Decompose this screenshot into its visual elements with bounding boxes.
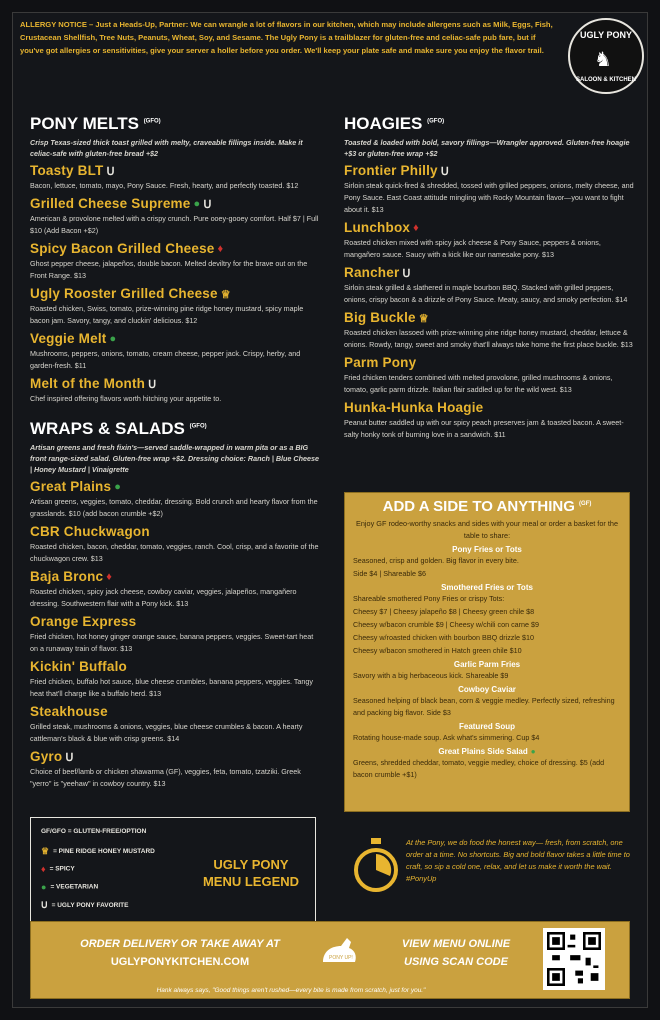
menu-item	[30, 749, 320, 790]
right-column	[344, 114, 634, 441]
stopwatch-icon	[352, 836, 400, 894]
item-desc: Roasted chicken, spicy jack cheese, cowboy caviar, veggies, jalapeños, mangañero dressing. Southwestern flair with a Pony kick. $13	[30, 587, 297, 608]
item-name: Ugly Rooster Grilled Cheese	[30, 286, 218, 301]
item-name: Veggie Melt	[30, 331, 107, 346]
menu-item	[30, 479, 320, 520]
item-name: Toasty BLT	[30, 163, 104, 178]
horseshoe-icon: Ս	[41, 900, 48, 910]
menu-item	[30, 659, 320, 700]
website-link[interactable]: UGLYPONYKITCHEN.COM	[110, 956, 250, 968]
side-heading: Cowboy Caviar	[458, 685, 516, 694]
item-desc: Roasted chicken mixed with spicy jack cheese & Pony Sauce, peppers & onions, mangañero sauce. Saucy with a kick like our namesake pony. $13	[344, 238, 601, 259]
legend-fav: Ս = UGLY PONY FAVORITE	[41, 900, 129, 910]
vegetarian-leaf-icon: ●	[41, 882, 47, 892]
allergy-notice: ALLERGY NOTICE – Just a Heads-Up, Partner: We can wrangle a lot of flavors in our kitchen, which may include allergens such as Milk, Eggs, Fish, Crustacean Shellfish, Tree Nuts, Peanuts, Wheat, Soy, and Sesame. The Ugly Pony is a trailblazer for gluten-free and celiac-safe pub fare, but if you've got allergies or sensitivities, give your server a holler before you order. We'll keep your plate safe and make sure you enjoy the flavor trail.	[20, 20, 553, 55]
menu-item	[344, 310, 634, 351]
legend-trophy: ♕ = PINE RIDGE HONEY MUSTARD	[41, 846, 155, 856]
legend-spicy: ♦ = SPICY	[41, 864, 75, 874]
pony-up-text: PONY UP!	[329, 955, 353, 961]
order-text: ORDER DELIVERY OR TAKE AWAY AT	[80, 938, 280, 950]
item-name: Spicy Bacon Grilled Cheese	[30, 241, 215, 256]
side-line: Shareable smothered Pony Fries or crispy Tots:	[353, 594, 505, 603]
ugly-pony-logo	[568, 18, 644, 94]
chili-pepper-icon: ♦	[413, 222, 419, 235]
scan-code-text: USING SCAN CODE	[404, 956, 508, 968]
section-desc-hoagies: Toasted & loaded with bold, savory fillings—Wrangler approved. Gluten-free hoagie +$3 or gluten-free wrap +$2	[344, 138, 630, 158]
menu-item	[344, 163, 634, 216]
horseshoe-icon: Ս	[148, 378, 157, 391]
item-desc: Roasted chicken, Swiss, tomato, prize-winning pine ridge honey mustard, spicy maple bacon jam. Savory, tangy, and cluckin' delicious. $12	[30, 304, 304, 325]
section-title-pony-melts: PONY MELTS $^{(GFO)}$	[30, 114, 161, 133]
item-name: Parm Pony	[344, 355, 417, 370]
item-name: Gyro	[30, 749, 63, 764]
legend-veg: ● = VEGETARIAN	[41, 882, 99, 892]
section-desc-pony-melts: Crisp Texas-sized thick toast grilled with melty, craveable fillings inside. Make it celiac-safe with gluten-free bread +$2	[30, 138, 303, 158]
side-heading: Smothered Fries or Tots	[441, 583, 533, 592]
side-line: Side $4 | Shareable $6	[353, 569, 426, 578]
side-heading: Featured Soup	[458, 722, 515, 731]
item-name: Grilled Cheese Supreme	[30, 196, 191, 211]
item-name: Frontier Philly	[344, 163, 438, 178]
item-desc: Grilled steak, mushrooms & onions, veggies, blue cheese crumbles & bacon. A hearty cattleman's black & blue with crisp greens. $14	[30, 722, 303, 743]
menu-legend	[30, 817, 316, 931]
item-desc: Sirloin steak quick-fired & shredded, tossed with grilled peppers, onions, melty cheese, and Pony Sauce. East Coast attitude mingling with Rocky Mountain flavor—you want to fight about it. $13	[344, 181, 634, 214]
qr-code[interactable]	[543, 928, 605, 990]
hank-quote: Hank always says, "Good things aren't rushed—every bite is made from scratch, just for you."	[156, 987, 426, 994]
item-desc: Ghost pepper cheese, jalapeños, double bacon. Melted deviltry for the brave out on the Front Range. $13	[30, 259, 308, 280]
side-line: Savory with a big herbaceous kick. Shareable $9	[353, 671, 509, 680]
pony-note: At the Pony, we do food the honest way— fresh, from scratch, one order at a time. No shortcuts. Big and bold flavor takes a little time to craft, so sip a cold one, relax, and let us make it worth the wait. #PonyUp	[406, 838, 630, 883]
item-desc: Mushrooms, peppers, onions, tomato, cream cheese, pepper jack. Crispy, herby, and garden-fresh. $11	[30, 349, 301, 370]
item-desc: Peanut butter saddled up with our spicy peach preserves jam & toasted bacon. A sweet-salty honky tonk of burning love in a sandwich. $11	[344, 418, 624, 439]
item-desc: Bacon, lettuce, tomato, mayo, Pony Sauce. Fresh, hearty, and perfectly toasted. $12	[30, 181, 299, 190]
vegetarian-leaf-icon: ●	[109, 333, 117, 346]
vegetarian-leaf-icon: ●	[530, 747, 536, 757]
item-desc: Fried chicken, buffalo hot sauce, blue cheese crumbles, banana peppers, veggies. Tangy heat that'll charge like a buffalo herd. $13	[30, 677, 314, 698]
menu-item	[30, 286, 320, 327]
item-desc: Roasted chicken lassoed with prize-winning pine ridge honey mustard, cheddar, lettuce & onions. Rowdy, tangy, sweet and smoky that'll always take home the first place buckle. $13	[344, 328, 633, 349]
item-desc: American & provolone melted with a crispy crunch. Pure ooey-gooey comfort. Half $7 | Full $10 (Add Bacon +$2)	[30, 214, 319, 235]
item-name: Kickin' Buffalo	[30, 659, 127, 674]
menu-item	[30, 331, 320, 372]
horseshoe-icon: Ս	[106, 165, 115, 178]
item-name: Orange Express	[30, 614, 137, 629]
item-desc: Chef inspired offering flavors worth hitching your appetite to.	[30, 394, 222, 403]
side-heading: Garlic Parm Fries	[453, 660, 521, 669]
side-line: Seasoned, crisp and golden. Big flavor in every bite.	[353, 556, 519, 565]
vegetarian-leaf-icon: ●	[114, 481, 122, 494]
item-desc: Sirloin steak grilled & slathered in maple bourbon BBQ. Stacked with grilled peppers, onions, crispy bacon & a drizzle of Pony Sauce. Meaty, saucy, and smoky perfection. $14	[344, 283, 628, 304]
logo-top-text: UGLY PONY	[579, 30, 633, 40]
item-name: Baja Bronc	[30, 569, 104, 584]
sides-box	[344, 492, 630, 812]
side-line: Greens, shredded cheddar, tomato, veggie medley, choice of dressing. $5 (add bacon crumble +$1)	[353, 758, 605, 780]
horseshoe-icon: Ս	[203, 198, 212, 211]
pony-up-icon	[317, 932, 361, 972]
trophy-icon: ♕	[41, 846, 50, 856]
horseshoe-icon: Ս	[440, 165, 450, 178]
menu-item	[30, 196, 320, 237]
side-line: Cheesy w/bacon crumble $9 | Cheesy w/chili con carne $9	[353, 620, 540, 629]
item-name: CBR Chuckwagon	[30, 524, 150, 539]
sides-title: ADD A SIDE TO ANYTHING $^{(GF)}$	[382, 498, 592, 515]
horseshoe-icon: Ս	[65, 751, 74, 764]
side-line: Seasoned helping of black bean, corn & veggie medley. Perfectly sized, refreshing and packing big flavor. Side $3	[353, 696, 615, 717]
trophy-icon: ♕	[418, 312, 429, 325]
side-line: Cheesy w/roasted chicken with bourbon BBQ drizzle $10	[353, 633, 534, 642]
section-title-wraps: WRAPS & SALADS $^{(GFO)}$	[30, 419, 207, 438]
menu-item	[30, 614, 320, 655]
menu-item	[30, 241, 320, 282]
menu-item	[344, 220, 634, 261]
horseshoe-icon: Ս	[402, 267, 411, 280]
section-desc-wraps: Artisan greens and fresh fixin's—served saddle-wrapped in warm pita or as a BIG front range-sized salad. Gluten-free wrap +$2. Dressing choice: Ranch | Blue Cheese | Honey Mustard | Vinaigrette	[30, 443, 319, 474]
menu-item	[344, 400, 634, 441]
menu-item	[30, 704, 320, 745]
trophy-icon: ♕	[220, 288, 231, 301]
menu-item	[30, 163, 320, 192]
vegetarian-leaf-icon: ●	[193, 198, 201, 211]
menu-item	[30, 569, 320, 610]
sides-intro: Enjoy GF rodeo-worthy snacks and sides with your meal or order a basket for the table to share:	[356, 519, 618, 540]
side-line: Rotating house-made soup. Ask what's simmering. Cup $4	[353, 733, 540, 742]
item-name: Rancher	[344, 265, 400, 280]
item-name: Melt of the Month	[30, 376, 146, 391]
chili-pepper-icon: ♦	[106, 571, 113, 584]
footer-banner	[30, 921, 630, 999]
menu-item	[344, 355, 634, 396]
item-name: Lunchbox	[344, 220, 411, 235]
side-heading: Great Plains Side Salad ●	[438, 747, 536, 757]
legend-gf: GF/GFO = GLUTEN-FREE/OPTION	[41, 828, 147, 835]
left-column	[30, 114, 320, 790]
item-name: Steakhouse	[30, 704, 108, 719]
logo-bottom-text: SALOON & KITCHEN	[576, 77, 636, 83]
side-line: Cheesy $7 | Cheesy jalapeño $8 | Cheesy green chile $8	[353, 607, 535, 616]
item-desc: Fried chicken tenders combined with melted provolone, grilled mushrooms & onions, tomato, garlic parm drizzle. Italian flair saddled up for the wild west. $13	[344, 373, 613, 394]
item-desc: Artisan greens, veggies, tomato, cheddar, dressing. Bold crunch and hearty flavor from the grasslands. $10 (add bacon crumble +$2)	[30, 497, 318, 518]
menu-item	[344, 265, 634, 306]
item-desc: Fried chicken, hot honey ginger orange sauce, banana peppers, veggies. Sweet-tart heat on a runaway train of flavor. $13	[30, 632, 314, 653]
item-desc: Choice of beef/lamb or chicken shawarma (GF), veggies, feta, tomato, tzatziki. Greek "yerro" is "yeehaw" in cowboy country. $13	[30, 767, 301, 788]
horse-icon: ♞	[594, 49, 612, 71]
view-menu-text: VIEW MENU ONLINE	[401, 938, 511, 950]
menu-item	[30, 376, 320, 405]
legend-title: UGLY PONY MENU LEGEND	[202, 857, 300, 889]
section-title-hoagies: HOAGIES $^{(GFO)}$	[344, 114, 445, 133]
item-name: Hunka-Hunka Hoagie	[344, 400, 484, 415]
item-desc: Roasted chicken, bacon, cheddar, tomato, veggies, ranch. Cool, crisp, and a favorite of the chuckwagon crew. $13	[30, 542, 319, 563]
side-heading: Pony Fries or Tots	[452, 545, 522, 554]
chili-pepper-icon: ♦	[217, 243, 224, 256]
item-name: Big Buckle	[344, 310, 416, 325]
chili-pepper-icon: ♦	[41, 864, 46, 874]
item-name: Great Plains	[30, 479, 112, 494]
side-line: Cheesy w/bacon smothered in Hatch green chile $10	[353, 646, 522, 655]
menu-item	[30, 524, 320, 565]
